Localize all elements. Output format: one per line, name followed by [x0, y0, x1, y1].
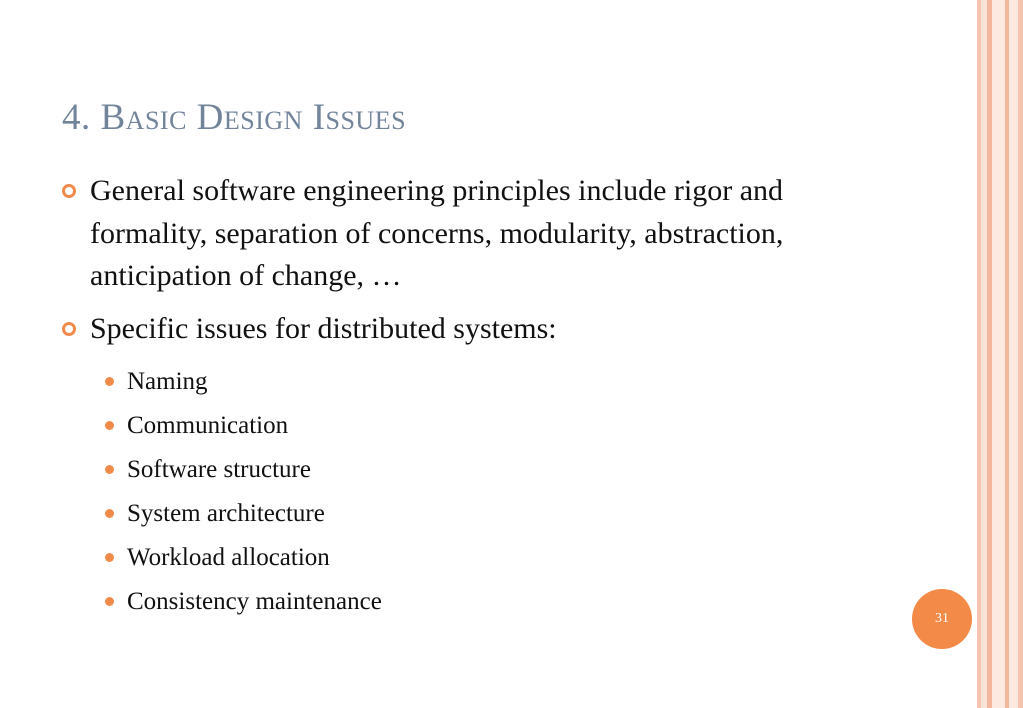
- ring-bullet-icon: [62, 184, 76, 198]
- dot-bullet-icon: [105, 597, 114, 606]
- sub-bullet-list: [62, 360, 902, 624]
- dot-bullet-icon: [105, 421, 114, 430]
- sub-bullet-item: [62, 492, 902, 536]
- page-number: 31: [935, 611, 949, 626]
- sub-bullet-item: [62, 360, 902, 404]
- ring-bullet-icon: [62, 322, 76, 336]
- bullet-text: Specific issues for distributed systems:: [90, 311, 557, 345]
- dot-bullet-icon: [105, 509, 114, 518]
- sub-bullet-text: Naming: [127, 368, 208, 395]
- sub-bullet-item: [62, 536, 902, 580]
- dot-bullet-icon: [105, 465, 114, 474]
- bullet-item: [62, 308, 902, 351]
- sub-bullet-text: System architecture: [127, 500, 325, 527]
- sub-bullet-text: Workload allocation: [127, 544, 330, 571]
- decorative-stripe: [992, 0, 1005, 708]
- slide-body: [62, 170, 902, 624]
- sub-bullet-text: Communication: [127, 412, 289, 439]
- sub-bullet-text: Consistency maintenance: [127, 588, 382, 615]
- bullet-text: General software engineering principles include rigor and formality, separation of concerns, modularity, abstraction, anticipation of change, …: [90, 174, 784, 292]
- decorative-stripe: [1018, 0, 1023, 708]
- decorative-stripe: [1009, 0, 1018, 708]
- bullet-item: [62, 170, 902, 298]
- dot-bullet-icon: [105, 377, 114, 386]
- sub-bullet-item: [62, 448, 902, 492]
- dot-bullet-icon: [105, 553, 114, 562]
- sub-bullet-item: [62, 404, 902, 448]
- sub-bullet-text: Software structure: [127, 456, 311, 483]
- slide-title: 4. Basic Design Issues: [62, 97, 407, 138]
- page-number-badge: [912, 589, 972, 649]
- sub-bullet-item: [62, 580, 902, 624]
